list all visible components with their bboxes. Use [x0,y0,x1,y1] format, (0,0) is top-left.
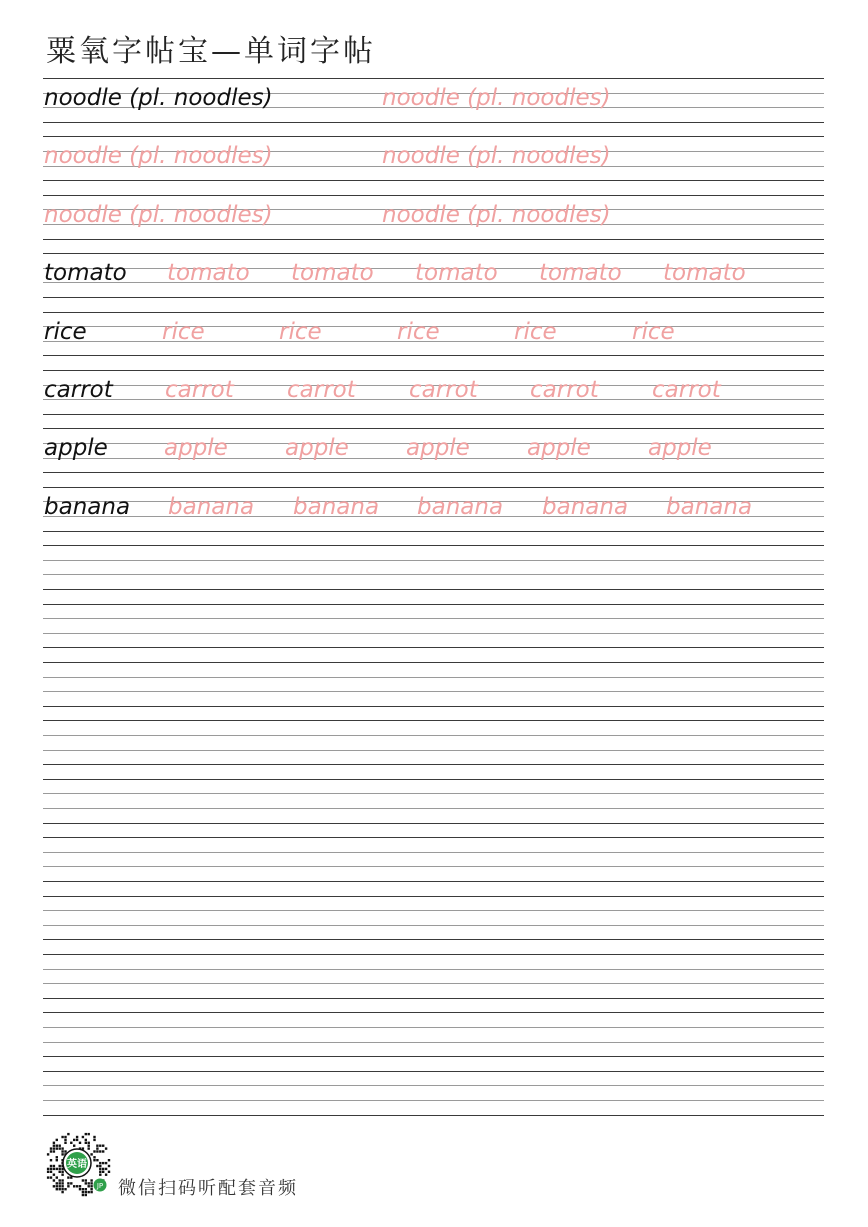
ruled-line [43,954,824,955]
trace-word: noodle (pl. noodles) [44,143,273,170]
ruled-line [43,706,824,707]
trace-word: apple [527,435,591,462]
trace-word: tomato [167,260,250,287]
model-word: tomato [44,260,127,287]
ruled-line [43,312,824,313]
ruled-line [43,1012,824,1013]
ruled-line [43,1085,824,1086]
ruled-line [43,414,824,415]
ruled-line [43,808,824,809]
ruled-line [43,925,824,926]
page-title: 粟氧字帖宝—单词字帖 [46,34,376,69]
ruled-line [43,1115,824,1116]
trace-word: tomato [415,260,498,287]
trace-word: noodle (pl. noodles) [44,201,273,228]
ruled-line [43,647,824,648]
ruled-line [43,691,824,692]
trace-word: rice [162,318,205,345]
ruled-line [43,472,824,473]
footer-text: 微信扫码听配套音频 [118,1178,298,1199]
ruled-line [43,239,824,240]
trace-word: carrot [287,377,356,403]
ruled-line [43,662,824,663]
ruled-line [43,180,824,181]
ruled-line [43,881,824,882]
trace-word: banana [666,493,753,520]
ruled-line [43,1042,824,1043]
ruled-line [43,750,824,751]
ruled-line [43,896,824,897]
ruled-line [43,370,824,371]
trace-word: rice [397,318,440,345]
trace-word: rice [279,318,322,345]
ruled-line [43,195,824,196]
ruled-line [43,560,824,561]
ruled-line [43,531,824,532]
ruled-line [43,823,824,824]
trace-word: apple [406,435,470,462]
trace-word: tomato [663,260,746,287]
ruled-line [43,355,824,356]
ruled-line [43,939,824,940]
ruled-line [43,1100,824,1101]
model-word: apple [44,435,108,462]
trace-word: noodle (pl. noodles) [382,143,611,170]
ruled-line [43,837,824,838]
trace-word: noodle (pl. noodles) [382,201,611,228]
ruled-line [43,764,824,765]
ruled-line [43,574,824,575]
qr-corner-label: JP [96,1182,104,1190]
trace-word: carrot [652,377,721,403]
trace-word: apple [648,435,712,462]
trace-word: rice [514,318,557,345]
trace-word: carrot [409,377,478,403]
ruled-line [43,428,824,429]
model-word: noodle (pl. noodles) [44,85,273,111]
ruled-line [43,793,824,794]
qr-code-icon[interactable] [42,1128,112,1198]
trace-word: noodle (pl. noodles) [382,85,611,111]
ruled-line [43,487,824,488]
ruled-line [43,545,824,546]
trace-word: carrot [530,377,599,403]
ruled-line [43,779,824,780]
ruled-line [43,122,824,123]
ruled-line [43,998,824,999]
trace-word: banana [168,493,255,520]
ruled-line [43,983,824,984]
ruled-line [43,735,824,736]
ruled-line [43,633,824,634]
trace-word: banana [542,493,629,520]
model-word: banana [44,493,131,520]
trace-word: tomato [539,260,622,287]
ruled-line [43,866,824,867]
trace-word: banana [293,493,380,520]
ruled-line [43,910,824,911]
ruled-line [43,720,824,721]
ruled-line [43,589,824,590]
trace-word: apple [285,435,349,462]
trace-word: rice [632,318,675,345]
trace-word: banana [417,493,504,520]
ruled-line [43,677,824,678]
ruled-line [43,852,824,853]
ruled-line [43,969,824,970]
ruled-line [43,1027,824,1028]
ruled-line [43,1071,824,1072]
qr-badge-label: 英语 [67,1159,87,1170]
trace-word: carrot [165,377,234,403]
ruled-line [43,297,824,298]
footer [42,1128,462,1198]
ruled-line [43,1056,824,1057]
model-word: carrot [44,377,113,403]
ruled-line [43,604,824,605]
ruled-line [43,78,824,79]
ruled-line [43,618,824,619]
ruled-line [43,253,824,254]
trace-word: apple [164,435,228,462]
trace-word: tomato [291,260,374,287]
model-word: rice [44,318,87,345]
ruled-line [43,136,824,137]
